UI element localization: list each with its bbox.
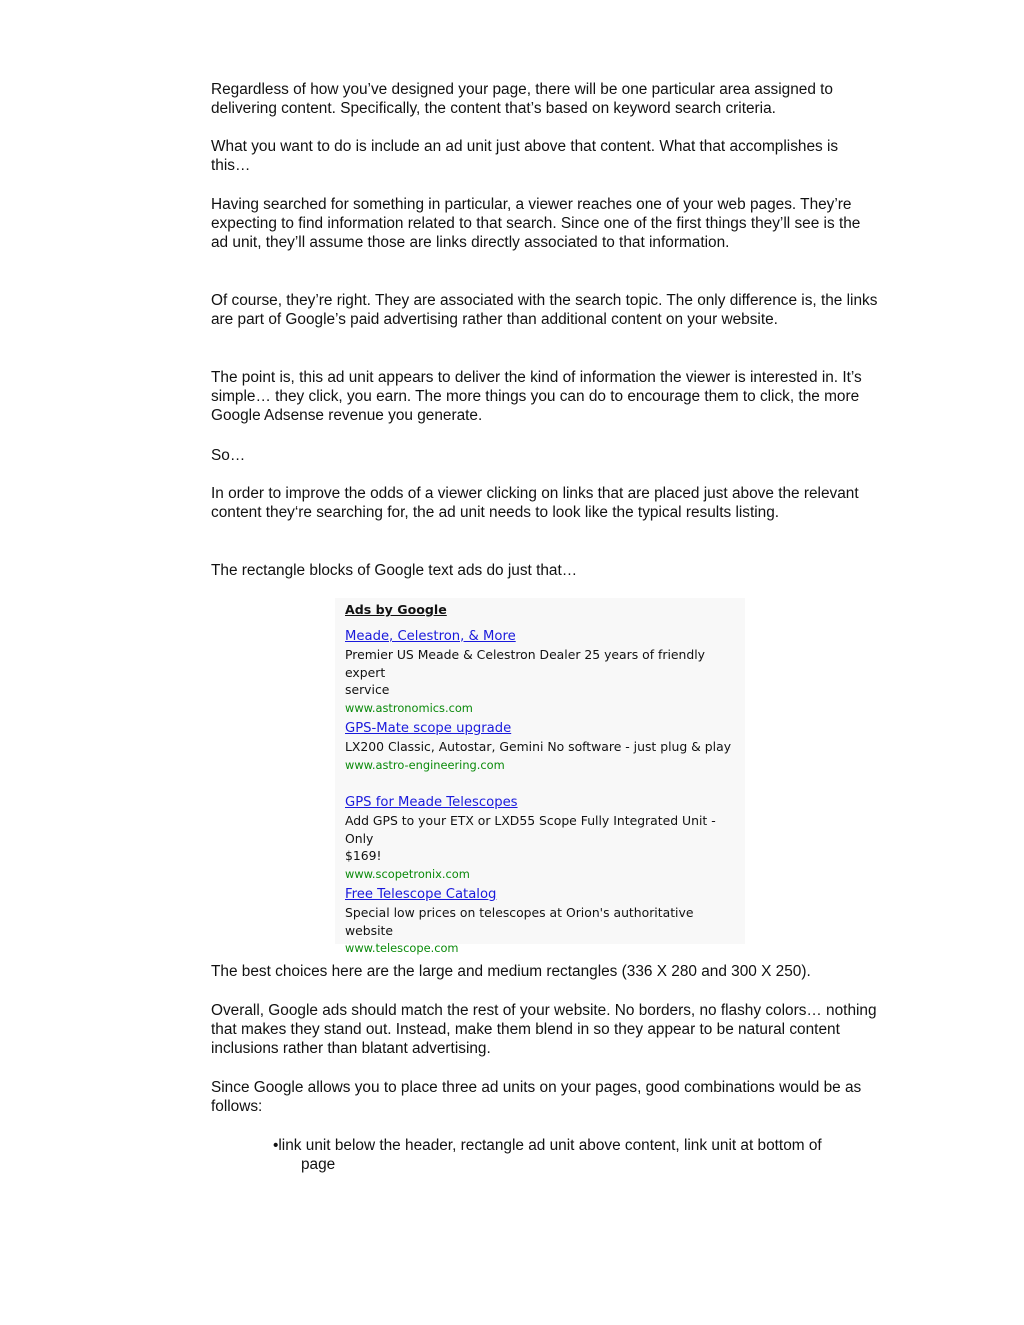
ad-description: $169!: [345, 848, 382, 863]
paragraph: Overall, Google ads should match the rest of your website. No borders, no flashy colors… nothing that makes they stand out. Instead, make them blend in so they appear to be natural content inclusions rather than blatant advertising.: [211, 1002, 877, 1058]
paragraph: So…: [211, 447, 246, 464]
ad-description: Premier US Meade & Celestron Dealer 25 years of friendly expert: [345, 647, 706, 680]
ads-by-google-header[interactable]: Ads by Google: [345, 602, 447, 617]
ad-item: [345, 794, 743, 883]
ad-url-link[interactable]: www.scopetronix.com: [345, 866, 470, 881]
paragraph: Regardless of how you’ve designed your page, there will be one particular area assigned to delivering content. Specifically, the content that’s based on keyword search criteria.: [211, 81, 833, 118]
ad-item: [345, 886, 743, 957]
bullet-list-item: [273, 1136, 873, 1174]
ad-description: LX200 Classic, Autostar, Gemini No software - just plug & play: [345, 739, 732, 754]
paragraph: The point is, this ad unit appears to deliver the kind of information the viewer is interested in. It’s simple… they click, you earn. The more things you can do to encourage them to click, the more Google Adsense revenue you generate.: [211, 369, 862, 425]
paragraph: The rectangle blocks of Google text ads do just that…: [211, 562, 578, 579]
google-ads-box: [335, 598, 745, 955]
ad-title-link[interactable]: Meade, Celestron, & More: [345, 629, 516, 644]
ad-description: service: [345, 682, 390, 697]
ad-url-link[interactable]: www.astro-engineering.com: [345, 757, 505, 772]
ad-url-link[interactable]: www.telescope.com: [345, 941, 459, 955]
ad-description: Special low prices on telescopes at Orion's authoritative website: [345, 905, 694, 938]
bullet-text-line1: link unit below the header, rectangle ad unit above content, link unit at bottom of: [278, 1137, 822, 1154]
paragraph: Of course, they’re right. They are associated with the search topic. The only difference is, the links are part of Google’s paid advertising rather than additional content on your website.: [211, 292, 878, 329]
bullet-marker: •: [273, 1137, 279, 1154]
ad-url-link[interactable]: www.astronomics.com: [345, 700, 473, 715]
paragraph: Having searched for something in particular, a viewer reaches one of your web pages. They’re expecting to find information related to that search. Since one of the first things they’ll see is the ad unit, they’ll assume those are links directly associated to that information.: [211, 196, 861, 252]
ad-title-link[interactable]: GPS for Meade Telescopes: [345, 795, 518, 810]
paragraph: The best choices here are the large and medium rectangles (336 X 280 and 300 X 250).: [211, 963, 811, 980]
ad-item: [345, 628, 743, 717]
ad-item: [345, 720, 743, 774]
bullet-text-line2: page: [301, 1156, 336, 1174]
paragraph: Since Google allows you to place three ad units on your pages, good combinations would be as follows:: [211, 1079, 862, 1116]
ad-title-link[interactable]: GPS-Mate scope upgrade: [345, 721, 512, 736]
ad-description: Add GPS to your ETX or LXD55 Scope Fully Integrated Unit - Only: [345, 813, 716, 846]
paragraph: In order to improve the odds of a viewer clicking on links that are placed just above the relevant content they‘re searching for, the ad unit needs to look like the typical results listing.: [211, 485, 859, 522]
paragraph: What you want to do is include an ad unit just above that content. What that accomplishes is this…: [211, 138, 839, 175]
ad-title-link[interactable]: Free Telescope Catalog: [345, 887, 497, 902]
